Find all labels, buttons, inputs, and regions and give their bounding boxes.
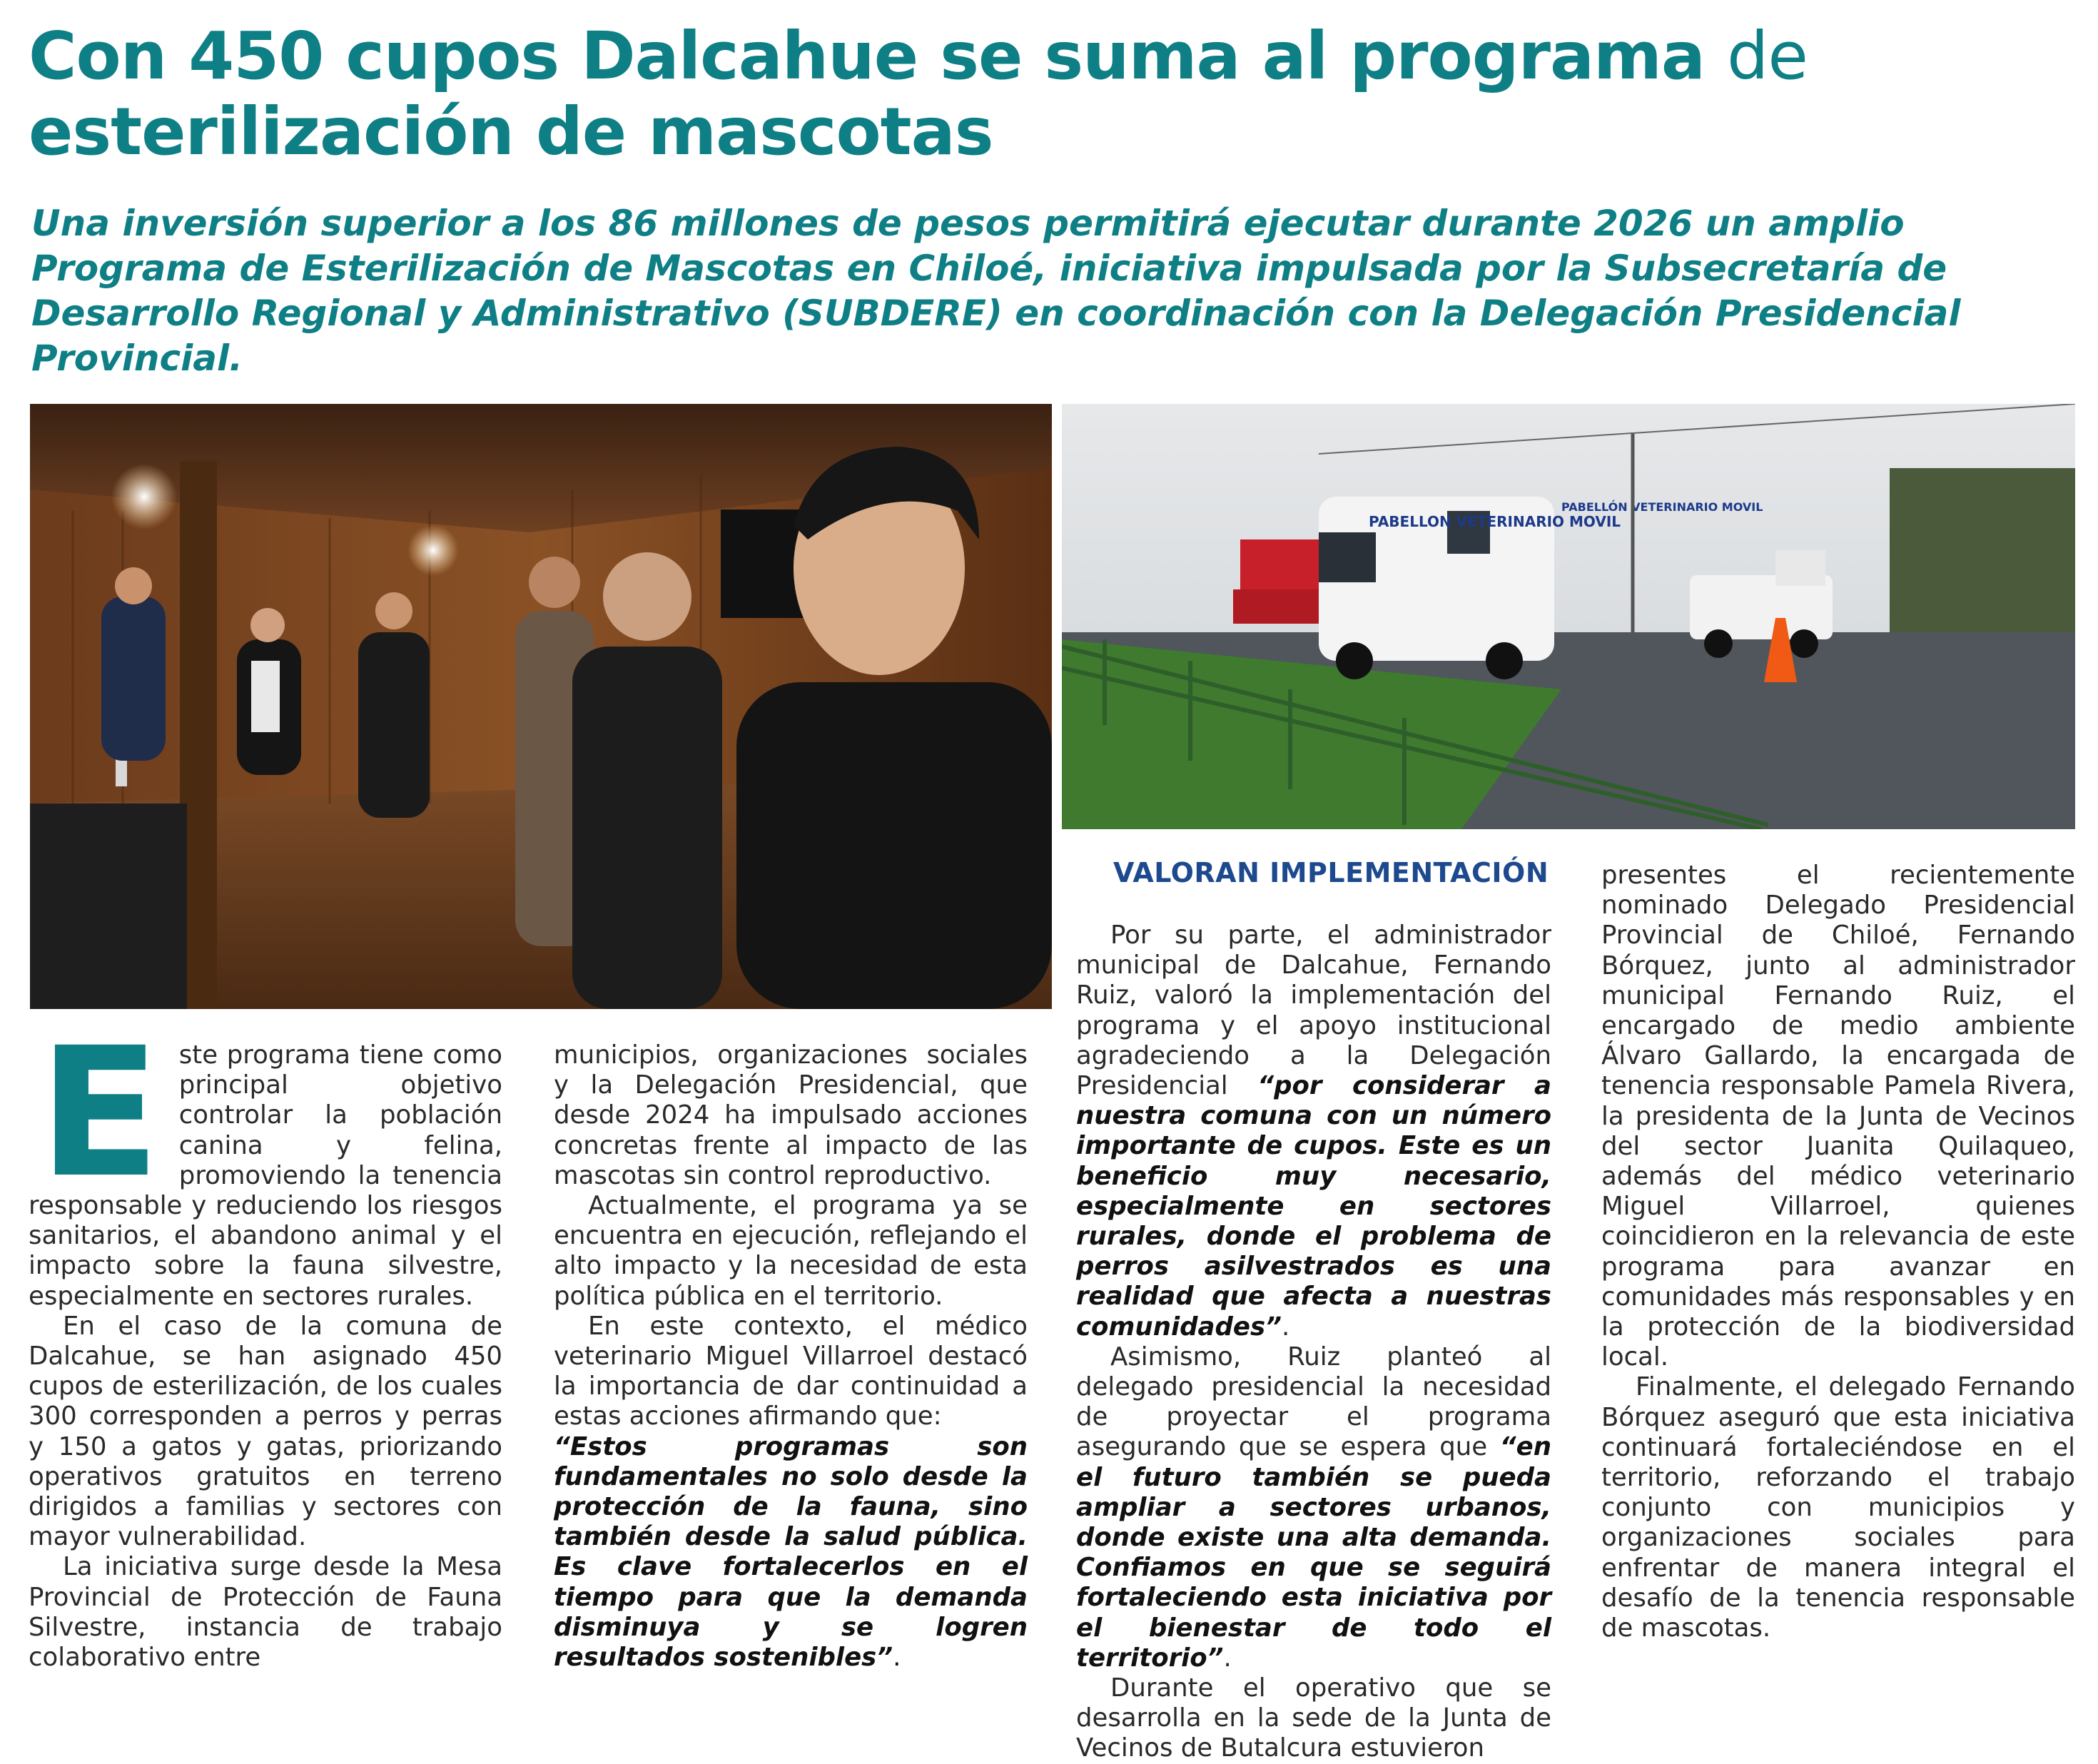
paragraph-ruiz [1076, 921, 1551, 1342]
photo-mobile-clinic [1062, 404, 2075, 829]
quote-ampliar: “en el futuro también se pueda ampliar a sectores urbanos, donde existe una alta demanda. Confiamos en que se seguirá fortaleciendo esta iniciativa por el bienestar de todo el territorio” [1076, 1432, 1551, 1673]
paragraph-operativo-continued: presentes el recientemente nominado Delegado Presidencial Provincial de Chiloé, Fernando Bórquez, junto al administrador municipal Fernando Ruiz, el encargado de medio ambiente Álvaro Gallardo, la encargada de tenencia responsable Pamela Rivera, la presidenta de la Junta de Vecinos del sector Juanita Quilaqueo, además del médico veterinario Miguel Villarroel, quienes coincidieron en la relevancia de este programa para avanzar en comunidades más responsables y en la protección de la biodiversidad local. [1601, 861, 2075, 1372]
drop-cap: E [39, 1009, 161, 1217]
paragraph-mesa-provincial: La iniciativa surge desde la Mesa Provincial de Protección de Fauna Silvestre, instancia de trabajo colaborativo entre [29, 1552, 502, 1673]
article-column-1 [29, 1009, 502, 1673]
paragraph-mesa-continued: municipios, organizaciones sociales y la Delegación Presidencial, que desde 2024 ha impulsado acciones concretas frente al impacto de las mascotas sin control reproductivo. [554, 1040, 1028, 1190]
title-bold: Con 450 cupos Dalcahue se suma al programa [29, 18, 1705, 94]
quote-villarroel-end: . [893, 1643, 901, 1673]
van-label: PABELLON VETERINARIO MOVIL [1369, 513, 1621, 530]
quote-villarroel [554, 1432, 1028, 1673]
paragraph-ampliar-text: Asimismo, Ruiz planteó al delegado presidencial la necesidad de proyectar el programa asegurando que se espera que [1076, 1342, 1551, 1462]
paragraph-ejecucion: Actualmente, el programa ya se encuentra en ejecución, reflejando el alto impacto y la necesidad de esta política pública en el territorio. [554, 1191, 1028, 1311]
article-column-2 [554, 1040, 1028, 1673]
paragraph-veterinario: En este contexto, el médico veterinario Miguel Villarroel destacó la importancia de dar continuidad a estas acciones afirmando que: [554, 1311, 1028, 1431]
quote-villarroel-text: “Estos programas son fundamentales no solo desde la protección de la fauna, sino también desde la salud pública. Es clave fortalecerlos en el tiempo para que la demanda disminuya y se logren resultados sostenibles” [554, 1431, 1028, 1673]
paragraph-ruiz-text: Por su parte, el administrador municipal de Dalcahue, Fernando Ruiz, valoró la implementación del programa y el apoyo institucional agradeciendo a la Delegación Presidencial [1076, 921, 1551, 1101]
van-side-label: PABELLÓN VETERINARIO MOVIL [1561, 500, 1763, 514]
photo-meeting-indoor [30, 404, 1052, 1009]
quote-ruiz-end: . [1282, 1312, 1290, 1342]
paragraph-operativo: Durante el operativo que se desarrolla en la sede de la Junta de Vecinos de Butalcura estuvieron [1076, 1673, 1551, 1763]
paragraph-intro-text: ste programa tiene como principal objetivo controlar la población canina y felina, promoviendo la tenencia responsable y reduciendo los riesgos sanitarios, el abandono animal y el impacto sobre la fauna silvestre, especialmente en sectores rurales. [29, 1040, 502, 1311]
paragraph-intro [29, 1009, 502, 1312]
section-subheading: VALORAN IMPLEMENTACIÓN [1113, 857, 1549, 888]
quote-ruiz: “por considerar a nuestra comuna con un número importante de cupos. Este es un beneficio muy necesario, especialmente en sectores rurales, donde el problema de perros asilvestrados es una realidad que afecta a nuestras comunidades” [1076, 1071, 1551, 1342]
article-title [29, 19, 2069, 170]
article-lead: Una inversión superior a los 86 millones de pesos permitirá ejecutar durante 2026 un amplio Programa de Esterilización de Mascotas en Chiloé, iniciativa impulsada por la Subsecretaría de Desarrollo Regional y Administrativo (SUBDERE) en coordinación con la Delegación Presidencial Provincial. [31, 203, 1961, 379]
article-column-3 [1076, 921, 1551, 1764]
quote-ampliar-end: . [1223, 1643, 1232, 1673]
title-light: de [1727, 18, 1808, 94]
paragraph-finalmente: Finalmente, el delegado Fernando Bórquez aseguró que esta iniciativa continuará fortaleciéndose en el territorio, reforzando el trabajo conjunto con municipios y organizaciones sociales para enfrentar de manera integral el desafío de la tenencia responsable de mascotas. [1601, 1372, 2075, 1643]
title-line-2: esterilización de mascotas [29, 93, 993, 170]
paragraph-ampliar [1076, 1342, 1551, 1673]
paragraph-dalcahue: En el caso de la comuna de Dalcahue, se han asignado 450 cupos de esterilización, de los cuales 300 corresponden a perros y perras y 150 a gatos y gatas, priorizando operativos gratuitos en terreno dirigidos a familias y sectores con mayor vulnerabilidad. [29, 1311, 502, 1552]
article-column-4 [1601, 861, 2075, 1643]
